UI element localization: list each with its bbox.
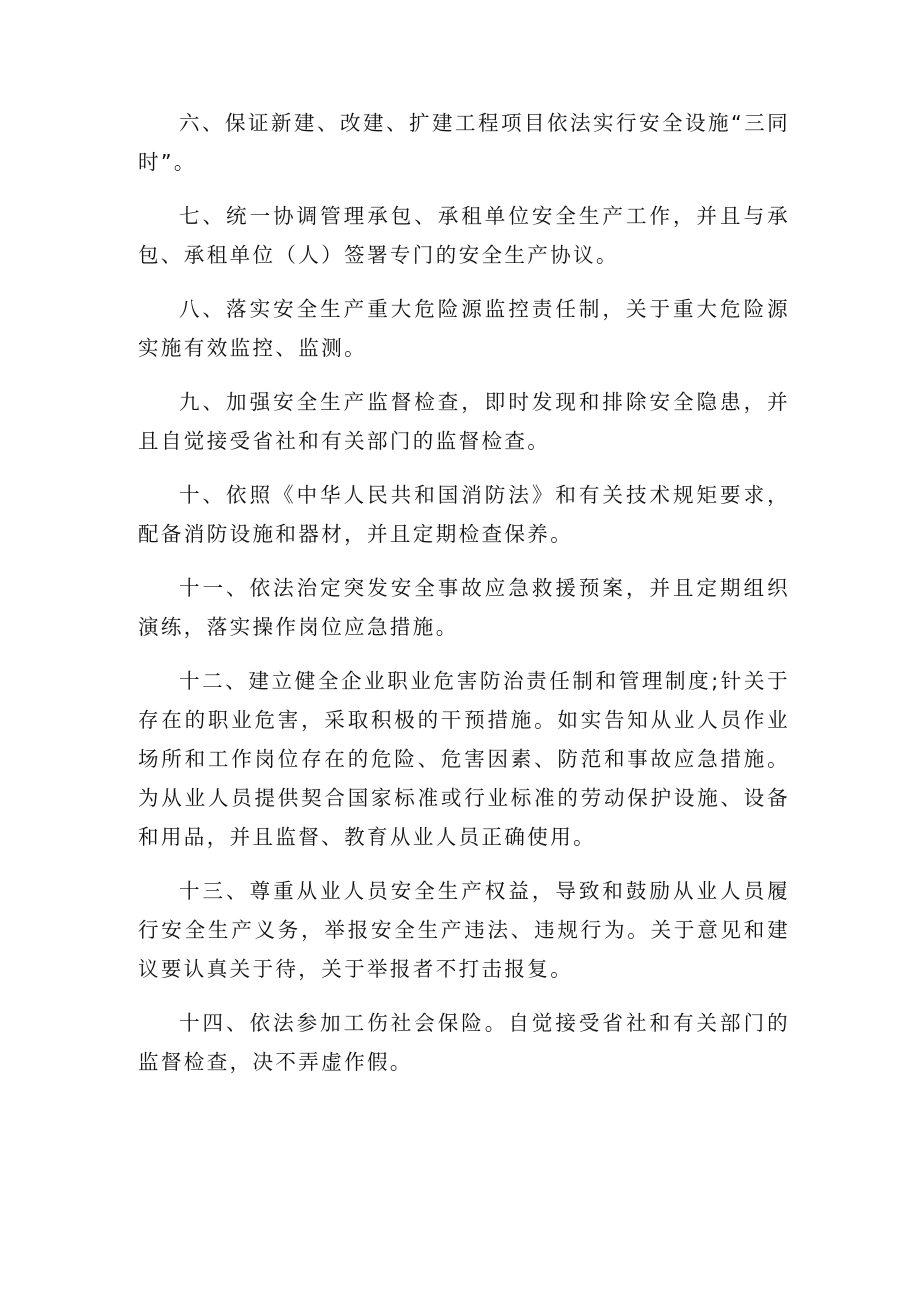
paragraph-13: 十三、尊重从业人员安全生产权益，导致和鼓励从业人员履行安全生产义务，举报安全生产违法、违规行为。关于意见和建议要认真关于待，关于举报者不打击报复。 (138, 879, 790, 981)
document-body (138, 104, 790, 1097)
paragraph-12: 十二、建立健全企业职业危害防治责任制和管理制度;针关于存在的职业危害，采取积极的干预措施。如实告知从业人员作业场所和工作岗位存在的危险、危害因素、防范和事故应急措施。为从业人员提供契合国家标准或行业标准的劳动保护设施、设备和用品，并且监督、教育从业人员正确使用。 (138, 669, 790, 849)
paragraph-6: 六、保证新建、改建、扩建工程项目依法实行安全设施“三同时”。 (138, 111, 790, 174)
paragraph-9: 九、加强安全生产监督检查，即时发现和排除安全隐患，并且自觉接受省社和有关部门的监督检查。 (138, 390, 790, 453)
paragraph-11: 十一、依法治定突发安全事故应急救援预案，并且定期组织演练，落实操作岗位应急措施。 (138, 576, 790, 639)
paragraph-10: 十、依照《中华人民共和国消防法》和有关技术规矩要求，配备消防设施和器材，并且定期检查保养。 (138, 483, 790, 546)
paragraph-8: 八、落实安全生产重大危险源监控责任制，关于重大危险源实施有效监控、监测。 (138, 297, 790, 360)
paragraph-14: 十四、依法参加工伤社会保险。自觉接受省社和有关部门的监督检查，决不弄虚作假。 (138, 1011, 790, 1074)
paragraph-7: 七、统一协调管理承包、承租单位安全生产工作，并且与承包、承租单位（人）签署专门的安全生产协议。 (138, 204, 790, 267)
